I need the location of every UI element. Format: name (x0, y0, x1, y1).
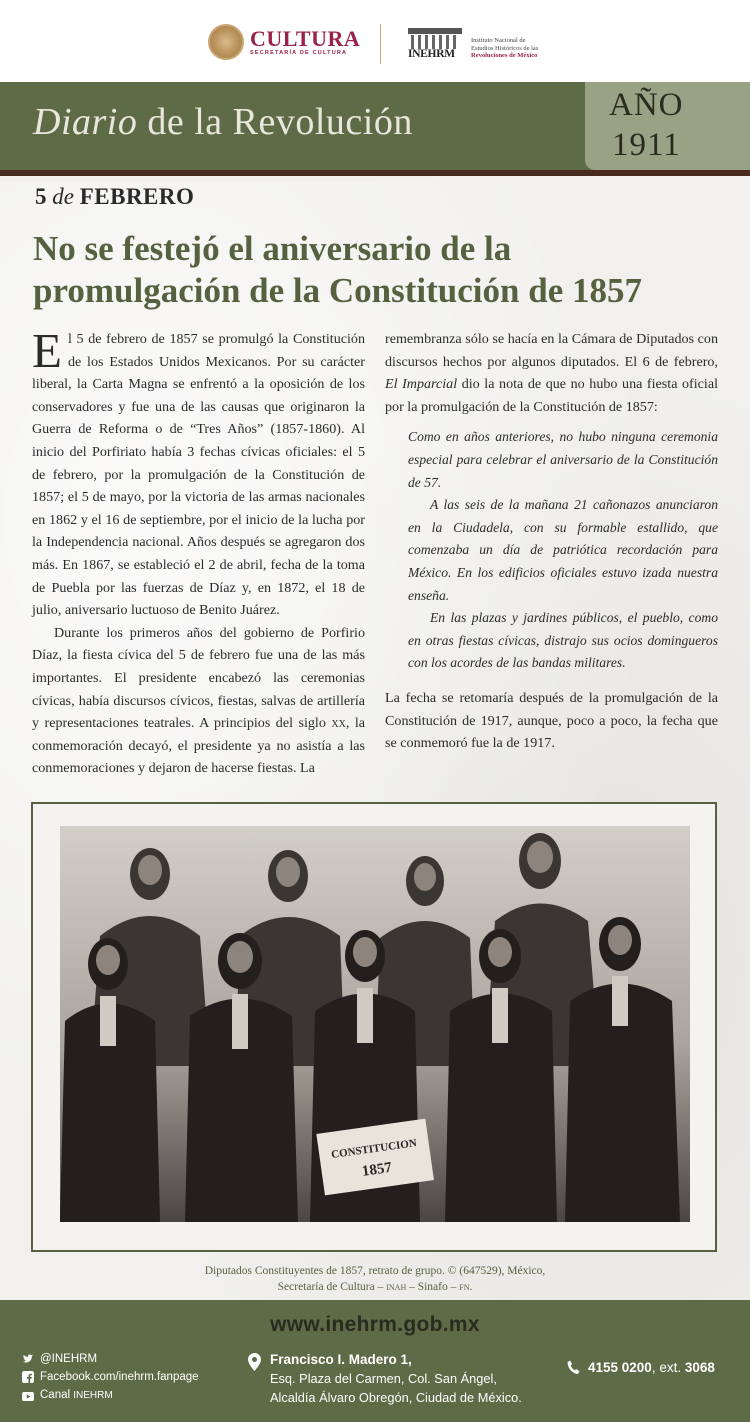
phone-block[interactable]: 4155 0200, ext. 3068 (567, 1360, 715, 1375)
article-column-right (385, 328, 718, 755)
address-colonia: Esq. Plaza del Carmen, Col. San Ángel, (270, 1371, 497, 1386)
photo-frame (31, 802, 717, 1252)
facebook-icon (22, 1371, 34, 1383)
cultura-wordmark: CULTURA (250, 26, 361, 51)
inehrm-fullname: Instituto Nacional de Estudios Históricos de las Revoluciones de México (471, 37, 539, 59)
location-pin-icon (248, 1353, 261, 1371)
building-icon (408, 28, 462, 60)
top-logo-bar (0, 0, 750, 82)
inehrm-logo (408, 28, 538, 60)
address-street: Francisco I. Madero 1, (270, 1352, 412, 1367)
paragraph-2-continued: remembranza sólo se hacía en la Cámara de Diputados con discursos hechos por algunos diputados. El 6 de febrero, El Imparcial dio la nota de que no hubo una fiesta oficial por la promulgación de la Constitución de 1857: (385, 331, 719, 415)
drop-cap: E (32, 323, 62, 378)
paragraph-3: La fecha se retomaría después de la promulgación de la Constitución de 1917, aunque, poco a poco, la fecha que se conmemoró fue la de 1917. (385, 689, 718, 752)
address-city: Alcaldía Álvaro Obregón, Ciudad de México. (270, 1390, 522, 1405)
year-tab (585, 82, 750, 170)
mexico-seal-icon (208, 24, 244, 60)
phone-icon (567, 1360, 580, 1375)
quote-paragraph-2: A las seis de la mañana 21 cañonazos anunciaron en la Ciudadela, con su formable estallido, que comenzaba un día de patriótica recordación para México. En los edificios oficiales estuvo izada nuestra enseña. (408, 497, 718, 603)
article-date: 5 de FEBRERO (35, 184, 195, 209)
twitter-link[interactable]: @INEHRM (22, 1350, 199, 1368)
twitter-icon (22, 1353, 34, 1365)
facebook-link[interactable]: Facebook.com/inehrm.fanpage (22, 1368, 199, 1386)
blockquote (408, 426, 718, 675)
website-link[interactable]: www.inehrm.gob.mx (270, 1313, 480, 1336)
photo-caption: Diputados Constituyentes de 1857, retrato de grupo. © (647529), México, Secretaría de Cultura – inah – Sinafo – fn. (204, 1265, 546, 1293)
year-label: AÑO (609, 87, 684, 123)
youtube-link[interactable]: Canal INEHRM (22, 1386, 199, 1405)
social-links (22, 1350, 199, 1405)
year-value: 1911 (612, 127, 681, 163)
paragraph-2: Durante los primeros años del gobierno de Porfirio Díaz, la fiesta cívica del 5 de febrero fue una de las más importantes. El presidente encabezó las ceremonias cívicas, había discursos cívicos, fiestas, salvas de artillería y representaciones teatrales. A principios del siglo xx, la conmemoración decayó, el presidente ya no asistía a las conmemoraciones y dejaron de hacerse fiestas. La (32, 624, 365, 777)
logo-divider (380, 24, 381, 64)
group-portrait-illustration (60, 826, 690, 1222)
paragraph-1: El 5 de febrero de 1857 se promulgó la Constitución de los Estados Unidos Mexicanos. Por su carácter liberal, la Carta Magna se enfrentó a la oposición de los conservadores y fue una de las causas que originaron la Guerra de Reforma o de “Tres Años” (1857-1860). Al inicio del Porfiriato había 3 fechas cívicas oficiales: el 5 de febrero, por la promulgación de la Constitución de 1857; el 5 de mayo, por la victoria de las armas nacionales en 1862 y el 16 de septiembre, por el inicio de la lucha por la Independencia nacional. Años después se agregaron dos más. En 1867, se estableció el 2 de abril, fecha de la toma de Puebla por las fuerzas de Díaz y, en 1872, el 18 de julio, aniversario luctuoso de Benito Juárez. (32, 323, 365, 619)
inehrm-wordmark: INEHRM (408, 48, 455, 60)
cultura-subtitle: SECRETARÍA DE CULTURA (250, 50, 348, 56)
cultura-logo (208, 24, 360, 60)
page-title: Diario de la Revolución (33, 101, 413, 143)
article-headline: No se festejó el aniversario de la promulgación de la Constitución de 1857 (33, 229, 642, 310)
quote-paragraph-1: Como en años anteriores, no hubo ninguna ceremonia especial para celebrar el aniversario de la Constitución de 57. (408, 429, 718, 490)
quote-paragraph-3: En las plazas y jardines públicos, el pueblo, como en otras fiestas cívicas, distrajo sus ocios domingueros con los acordes de las bandas militares. (408, 610, 718, 671)
address-block (248, 1350, 522, 1407)
article-column-left (32, 323, 365, 780)
group-portrait-photo (60, 826, 690, 1222)
sign-text-line2: 1857 (360, 1159, 393, 1180)
youtube-icon (22, 1390, 34, 1402)
header-rule (0, 170, 750, 176)
sign-text-line1: CONSTITUCION (330, 1137, 418, 1162)
